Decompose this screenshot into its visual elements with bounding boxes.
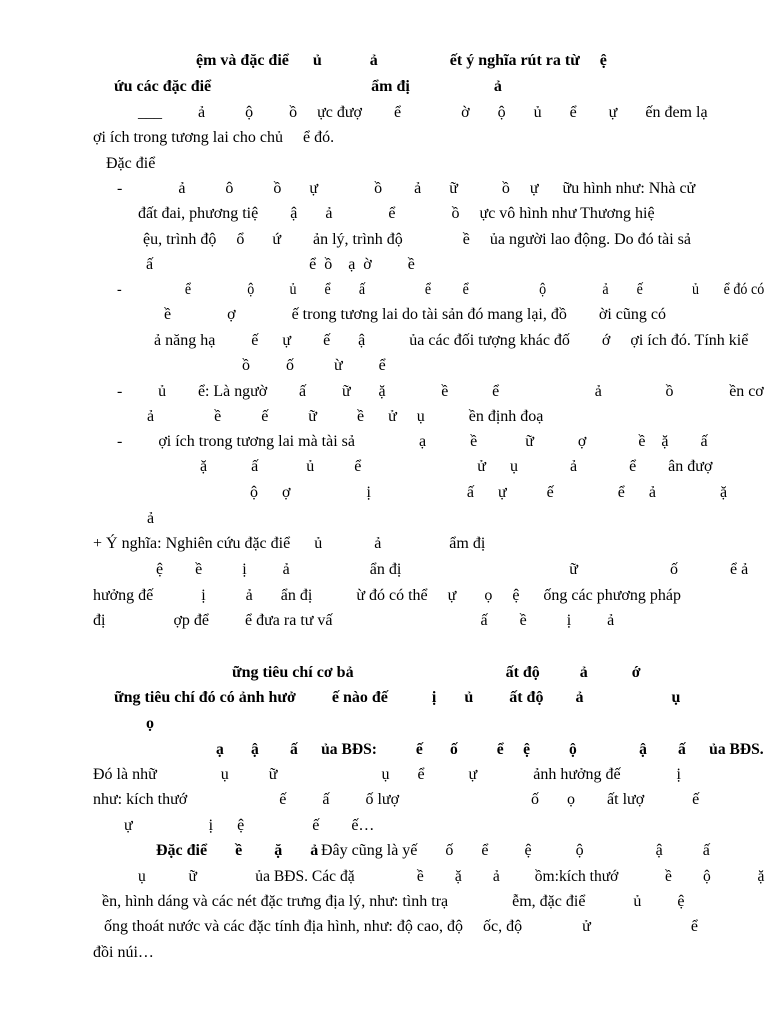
text-line: ụ ữ ủa BĐS. Các đặ ề ặ ả ồm:kích thướ ề ộ ặ	[138, 868, 765, 885]
heading-line: ứu các đặc điể ẩm đị ả	[114, 78, 502, 95]
text-line: Đây cũng là yế ố ể ệ ộ ậ ấ	[321, 842, 710, 859]
text-line: ống thoát nước và các đặc tính địa hình, như: độ cao, độ ốc, độ ử ể	[104, 918, 698, 935]
text-line: ___ ả ộ ồ ực đượ ể ờ ộ ủ ể ự ến đem lạ	[138, 104, 708, 121]
text-line: ề ợ ế trong tương lai do tài sản đó mang lại, đồ ời cũng có	[164, 306, 666, 323]
heading-line: ệm và đặc điể ủ ả ết ý nghĩa rút ra từ ệ	[196, 52, 607, 69]
text-line: ả	[147, 510, 155, 527]
text-line: ặ ấ ủ ể ử ụ ả ể ân đượ	[200, 458, 713, 475]
text-line: đất đai, phương tiệ ậ ả ể ồ ực vô hình như Thương hiệ	[138, 205, 655, 222]
text-line: ợi ích trong tương lai cho chủ ể đó.	[93, 129, 335, 146]
text-line: ộ ợ ị ấ ự ế ể ả ặ	[250, 484, 728, 501]
text-line: ền, hình dáng và các nét đặc trưng địa lý, như: tình trạ ễm, đặc điể ủ ệ	[102, 893, 685, 910]
text-line: ả năng hạ ế ự ế ậ ủa các đối tượng khác đố ớ ợi ích đó. Tính kiể	[154, 332, 749, 349]
text-line: - ợi ích trong tương lai mà tài sả ạ ề ữ ợ ề ặ ấ	[117, 433, 708, 450]
text-line: Đặc điể	[106, 155, 156, 172]
text-line: đồi núi…	[93, 944, 154, 961]
heading-line: ững tiêu chí đó có ảnh hưở ế nào đế ị ủ ất độ ả ụ	[114, 689, 681, 706]
text-line: đị ợp để ể đưa ra tư vấ ấ ề ị ả	[93, 612, 615, 629]
text-line: ệu, trình độ ổ ứ ản lý, trình độ ề ủa người lao động. Do đó tài sả	[143, 231, 691, 248]
heading-line: ạ ậ ấ ủa BĐS: ế ố ể ệ ộ ậ ấ ủa BĐS.	[216, 741, 764, 758]
text-line: ấ ể ồ ạ ờ ề	[146, 256, 415, 273]
heading-line: Đặc điể ề ặ ả	[156, 842, 319, 859]
text-line: ồ ố ừ ể	[242, 357, 386, 374]
text-line: Đó là nhữ ụ ữ ụ ể ự ảnh hưởng đế ị	[93, 766, 681, 783]
text-line: - ả ô ồ ự ồ ả ữ ồ ự ữu hình như: Nhà cử	[117, 180, 696, 197]
text-line: ự ị ệ ế ế…	[124, 817, 375, 834]
text-line: - ể ộ ủ ể ấ ể ể ộ ả ế ủ ể đó có	[117, 281, 765, 298]
text-line: - ủ ể: Là ngườ ấ ữ ặ ề ể ả ồ ền cơ	[117, 383, 764, 400]
heading-line: ọ	[146, 715, 154, 732]
text-line: ệ ề ị ả ẩn đị ữ ố ể ả	[156, 561, 749, 578]
text-line: + Ý nghĩa: Nghiên cứu đặc điể ủ ả ẩm đị	[93, 535, 486, 552]
text-line: như: kích thướ ế ấ ố lượ ố ọ ất lượ ế	[93, 791, 700, 808]
text-line: hưởng đế ị ả ẩn đị ừ đó có thể ự ọ ệ ống các phương pháp	[93, 587, 681, 604]
heading-line: ững tiêu chí cơ bả ất độ ả ớ	[232, 664, 641, 681]
text-line: ả ề ế ữ ề ử ụ ền định đoạ	[147, 408, 544, 425]
